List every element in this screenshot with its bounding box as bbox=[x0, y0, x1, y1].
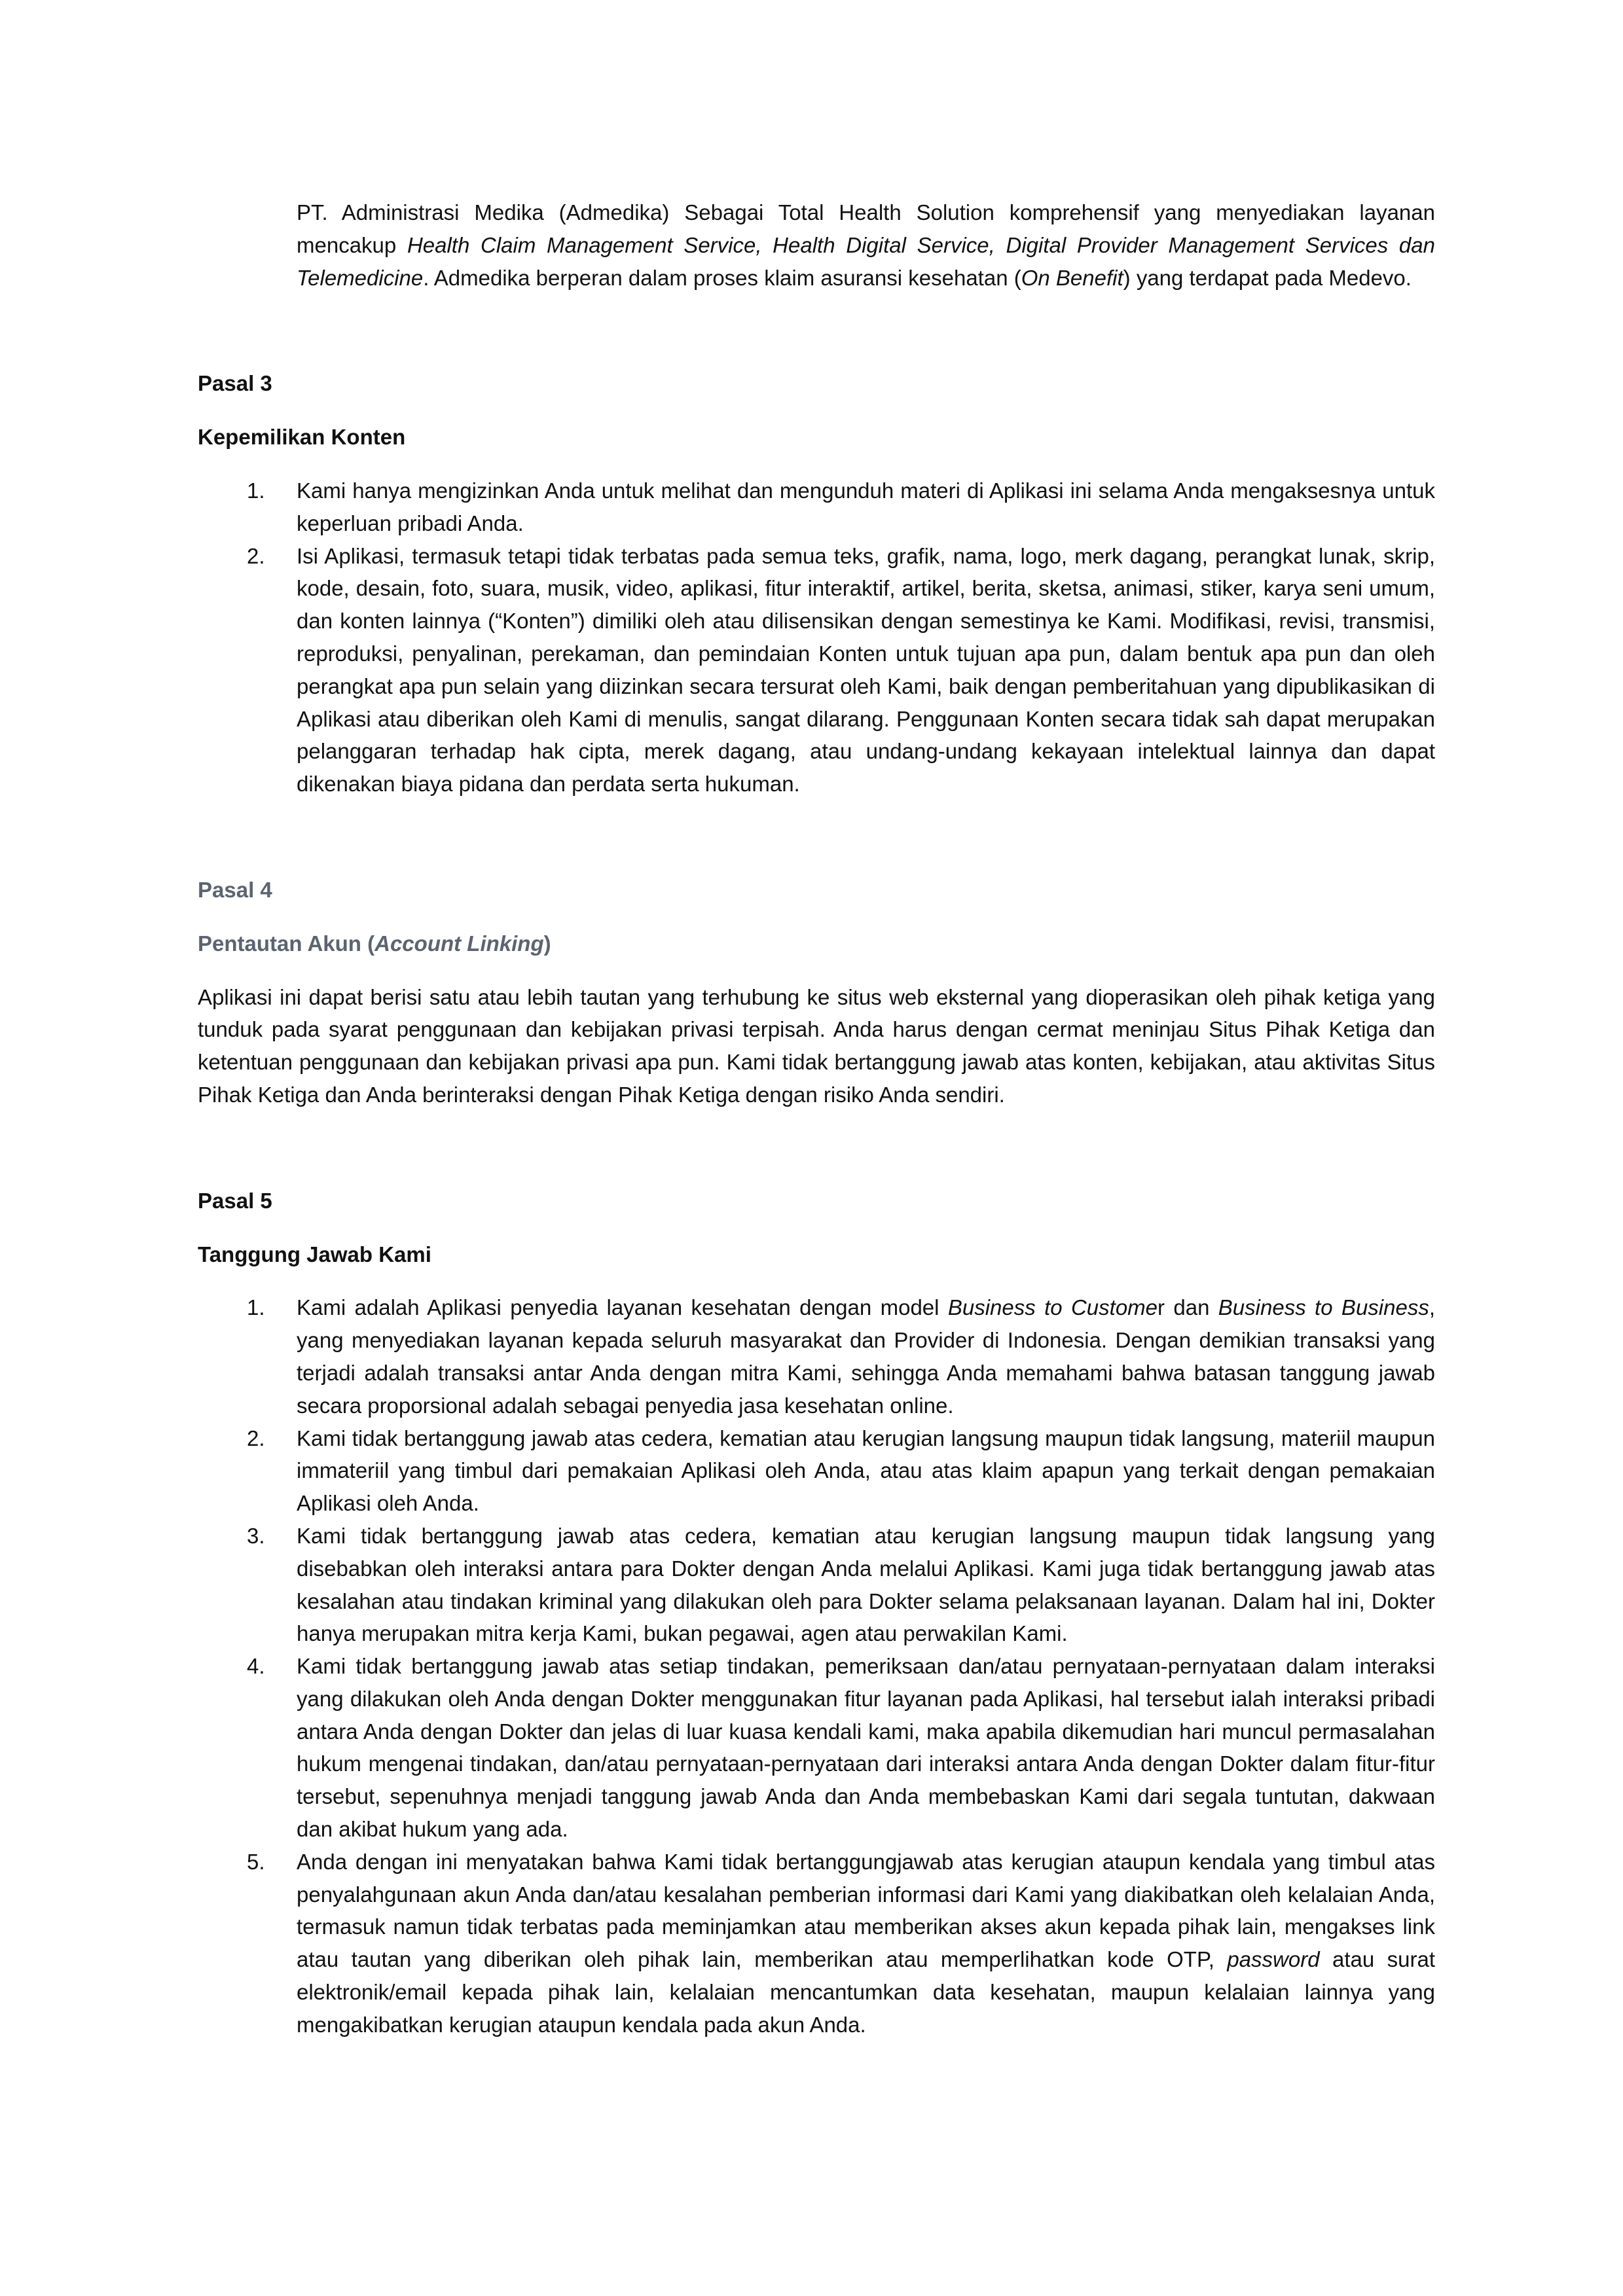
title-italic: Account Linking bbox=[374, 931, 544, 956]
list-item bbox=[198, 1291, 1435, 1422]
list-item bbox=[198, 1520, 1435, 1650]
pasal-3-section bbox=[198, 367, 1435, 800]
list-italic: password bbox=[1227, 1947, 1320, 1972]
list-item bbox=[198, 540, 1435, 800]
pasal-5-label: Pasal 5 bbox=[198, 1188, 272, 1213]
list-text: Kami adalah Aplikasi penyedia layanan kesehatan dengan model bbox=[297, 1295, 948, 1320]
title-text: Pentautan Akun ( bbox=[198, 931, 375, 956]
list-text: Kami tidak bertanggung jawab atas setiap tindakan, pemeriksaan dan/atau pernyataan-pernyataan dalam interaksi yang dilakukan oleh Anda dengan Dokter menggunakan fitur layanan pada Aplikasi, hal tersebut ialah interaksi pribadi antara Anda dengan Dokter dan jelas di luar kuasa kendali kami, maka apabila dikemudian hari muncul permasalahan hukum mengenai tindakan, dan/atau pernyataan-pernyataan dari interaksi antara Anda dengan Dokter dalam fitur-fitur tersebut, sepenuhnya menjadi tanggung jawab Anda dan Anda membebaskan Kami dari segala tuntutan, dakwaan dan akibat hukum yang ada. bbox=[297, 1654, 1435, 1842]
list-number: 2. bbox=[247, 1426, 265, 1450]
list-text: Anda dengan ini menyatakan bahwa Kami tidak bertanggungjawab atas kerugian ataupun kendala yang timbul atas penyalahgunaan akun Anda dan/atau kesalahan pemberian informasi dari Kami yang diakibatkan oleh kelalaian Anda, termasuk namun tidak terbatas pada meminjamkan atau memberikan akses akun kepada pihak lain, mengakses link atau tautan yang diberikan oleh pihak lain, memberikan atau memperlihatkan kode OTP, bbox=[297, 1849, 1435, 1972]
pasal-5-title: Tanggung Jawab Kami bbox=[198, 1242, 431, 1266]
pasal-3-title: Kepemilikan Konten bbox=[198, 425, 406, 450]
pasal-4-section bbox=[198, 874, 1435, 1111]
pasal-5-list bbox=[198, 1291, 1435, 2041]
list-text: Kami tidak bertanggung jawab atas cedera, kematian atau kerugian langsung maupun tidak langsung yang disebabkan oleh interaksi antara para Dokter dengan Anda melalui Aplikasi. Kami juga tidak bertanggung jawab atas kesalahan atau tindakan kriminal yang dilakukan oleh para Dokter selama pelaksanaan layanan. Dalam hal ini, Dokter hanya merupakan mitra kerja Kami, bukan pegawai, agen atau perwakilan Kami. bbox=[297, 1523, 1435, 1646]
intro-on-benefit-italic: On Benefit bbox=[1021, 265, 1123, 290]
list-number: 2. bbox=[247, 543, 265, 568]
pasal-3-label: Pasal 3 bbox=[198, 371, 272, 396]
list-text: Kami tidak bertanggung jawab atas cedera, kematian atau kerugian langsung maupun tidak langsung, materiil maupun immateriil yang timbul dari pemakaian Aplikasi oleh Anda, atau atas klaim apapun yang terkait dengan pemakaian Aplikasi oleh Anda. bbox=[297, 1426, 1435, 1516]
pasal-5-section bbox=[198, 1185, 1435, 2041]
list-number: 3. bbox=[247, 1523, 265, 1548]
list-number: 5. bbox=[247, 1849, 265, 1874]
pasal-4-body: Aplikasi ini dapat berisi satu atau lebih tautan yang terhubung ke situs web eksternal yang dioperasikan oleh pihak ketiga yang tunduk pada syarat penggunaan dan kebijakan privasi terpisah. Anda harus dengan cermat meninjau Situs Pihak Ketiga dan ketentuan penggunaan dan kebijakan privasi apa pun. Kami tidak bertanggung jawab atas konten, kebijakan, atau aktivitas Situs Pihak Ketiga dan Anda berinteraksi dengan Pihak Ketiga dengan risiko Anda sendiri. bbox=[198, 984, 1435, 1107]
list-number: 1. bbox=[247, 478, 265, 503]
list-number: 1. bbox=[247, 1295, 265, 1320]
intro-text: PT. Administrasi Medika (Admedika) Sebagai Total Health Solution komprehensif yang menyediakan layanan mencakup bbox=[297, 200, 1435, 257]
list-item bbox=[198, 1650, 1435, 1846]
list-italic: Business to Business bbox=[1218, 1295, 1429, 1320]
list-item bbox=[198, 1422, 1435, 1520]
list-number: 4. bbox=[247, 1654, 265, 1679]
list-text: , yang menyediakan layanan kepada seluruh masyarakat dan Provider di Indonesia. Dengan demikian transaksi yang terjadi adalah transaksi antar Anda dengan mitra Kami, sehingga Anda memahami bahwa batasan tanggung jawab secara proporsional adalah sebagai penyedia jasa kesehatan online. bbox=[297, 1295, 1436, 1418]
list-text: atau surat elektronik/email kepada pihak lain, kelalaian mencantumkan data kesehatan, maupun kelalaian lainnya yang mengakibatkan kerugian ataupun kendala pada akun Anda. bbox=[297, 1947, 1435, 2037]
intro-text: . Admedika berperan dalam proses klaim asuransi kesehatan ( bbox=[423, 265, 1021, 290]
list-text: r dan bbox=[1158, 1295, 1218, 1320]
list-italic: Business to Custome bbox=[947, 1295, 1158, 1320]
list-item bbox=[198, 1846, 1435, 2041]
document-page bbox=[198, 196, 1435, 2041]
list-text: Kami hanya mengizinkan Anda untuk melihat dan mengunduh materi di Aplikasi ini selama Anda mengaksesnya untuk keperluan pribadi Anda. bbox=[297, 478, 1435, 535]
list-text: Isi Aplikasi, termasuk tetapi tidak terbatas pada semua teks, grafik, nama, logo, merk dagang, perangkat lunak, skrip, kode, desain, foto, suara, musik, video, aplikasi, fitur interaktif, artikel, berita, sketsa, animasi, stiker, karya seni umum, dan konten lainnya (“Konten”) dimiliki oleh atau dilisensikan dengan semestinya ke Kami. Modifikasi, revisi, transmisi, reproduksi, penyalinan, perekaman, dan pemindaian Konten untuk tujuan apa pun, dalam bentuk apa pun dan oleh perangkat apa pun selain yang diizinkan secara tersurat oleh Kami, baik dengan pemberitahuan yang dipublikasikan di Aplikasi atau diberikan oleh Kami di menulis, sangat dilarang. Penggunaan Konten secara tidak sah dapat merupakan pelanggaran terhadap hak cipta, merek dagang, atau undang-undang kekayaan intelektual lainnya dan dapat dikenakan biaya pidana dan perdata serta hukuman. bbox=[297, 543, 1435, 797]
intro-services-italic: Health Claim Management Service, Health Digital Service, Digital Provider Management Services dan Telemedicine bbox=[297, 232, 1435, 290]
pasal-4-title bbox=[198, 927, 1435, 960]
title-text: ) bbox=[543, 931, 551, 956]
intro-paragraph bbox=[297, 196, 1435, 294]
intro-text: ) yang terdapat pada Medevo. bbox=[1123, 265, 1412, 290]
list-item bbox=[198, 475, 1435, 540]
pasal-4-label: Pasal 4 bbox=[198, 877, 272, 902]
pasal-3-list bbox=[198, 475, 1435, 800]
